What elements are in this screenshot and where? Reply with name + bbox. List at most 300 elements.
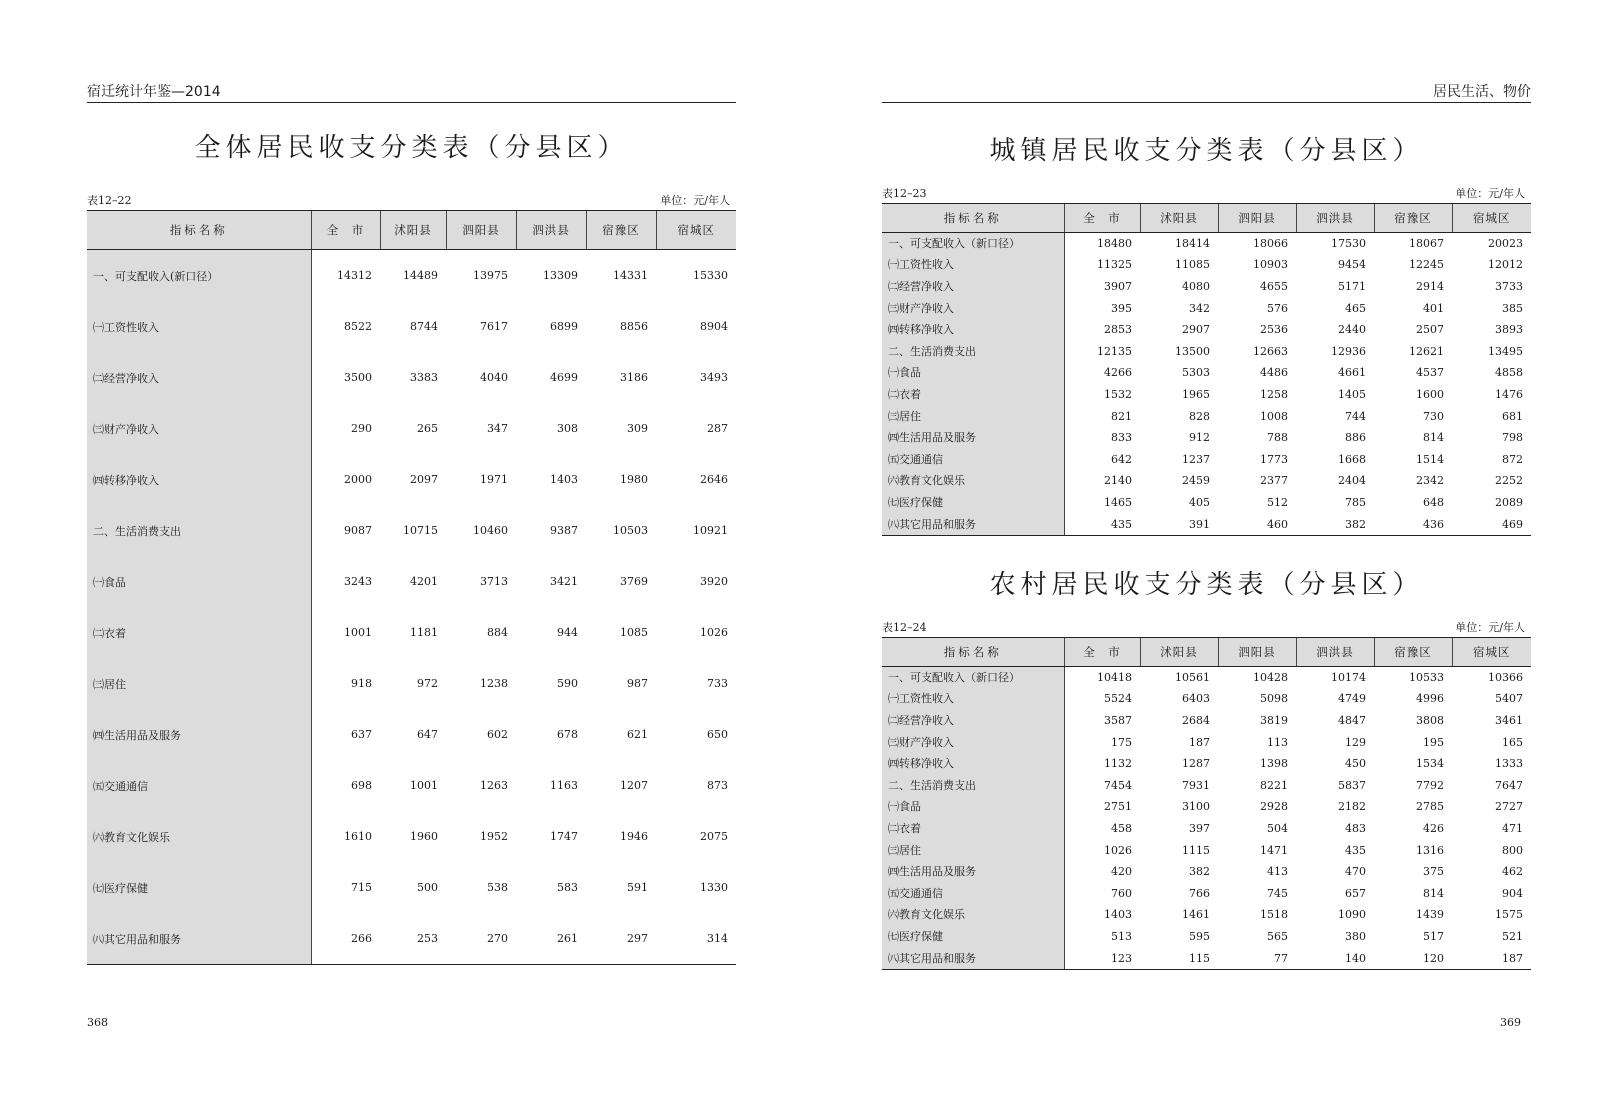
table-cell: 265	[417, 422, 438, 435]
table-cell: 175	[1111, 735, 1132, 749]
table-cell: 10715	[403, 524, 438, 537]
table-cell: 8522	[344, 320, 372, 333]
table-cell: 1971	[480, 473, 508, 486]
table-cell: 1946	[620, 830, 648, 843]
row-label: ㈣转移净收入	[882, 319, 1064, 341]
table-cell: 469	[1452, 514, 1531, 536]
table-row	[882, 797, 1531, 819]
row-label: ㈣生活用品及服务	[882, 861, 1064, 883]
column-header-region: 泗洪县	[1296, 204, 1374, 233]
table-cell: 4847	[1338, 713, 1366, 727]
table-row	[87, 760, 736, 811]
table-cell: 10903	[1253, 258, 1288, 272]
table-cell: 698	[351, 779, 372, 792]
table-cell: 798	[1502, 431, 1523, 445]
row-label: ㈠工资性收入	[87, 301, 311, 352]
table-cell: 785	[1345, 495, 1366, 509]
row-label: ㈥教育文化娱乐	[87, 811, 311, 862]
table-cell: 648	[1423, 495, 1444, 509]
table-cell: 17530	[1331, 236, 1366, 250]
table-cell: 821	[1111, 409, 1132, 423]
table-row	[882, 492, 1531, 514]
table-cell: 681	[1502, 409, 1523, 423]
table-cell: 12936	[1331, 344, 1366, 358]
row-label: ㈦医疗保健	[882, 926, 1064, 948]
table-cell: 382	[1189, 865, 1210, 879]
row-label: 二、生活消费支出	[882, 341, 1064, 363]
table-cell: 1115	[1182, 843, 1210, 857]
table-cell: 465	[1345, 301, 1366, 315]
table-cell: 3920	[700, 575, 728, 588]
table-cell: 13309	[543, 269, 578, 282]
row-label: 一、可支配收入（新口径）	[882, 667, 1064, 689]
income-expenditure-table-urban	[882, 203, 1531, 536]
table-cell: 5837	[1338, 778, 1366, 792]
table-cell: 195	[1423, 735, 1444, 749]
table-cell: 1747	[550, 830, 578, 843]
table-row	[882, 905, 1531, 927]
table-cell: 766	[1189, 886, 1210, 900]
table-cell: 4537	[1416, 366, 1444, 380]
table-cell: 886	[1345, 431, 1366, 445]
table-cell: 347	[487, 422, 508, 435]
row-label: ㈤交通通信	[87, 760, 311, 811]
column-header-region: 宿城区	[1452, 204, 1531, 233]
unit-label: 单位：元/年人	[1455, 621, 1525, 634]
table-cell: 14489	[403, 269, 438, 282]
table-cell: 637	[351, 728, 372, 741]
table-cell: 642	[1111, 452, 1132, 466]
table-cell: 1532	[1104, 387, 1132, 401]
table-row	[87, 607, 736, 658]
table-cell: 1518	[1260, 908, 1288, 922]
table-cell: 458	[1111, 821, 1132, 835]
table-cell: 18480	[1097, 236, 1132, 250]
row-label: ㈠工资性收入	[882, 255, 1064, 277]
row-label: ㈤交通通信	[882, 883, 1064, 905]
table-row	[882, 883, 1531, 905]
row-label: ㈡衣着	[882, 384, 1064, 406]
table-cell: 788	[1267, 431, 1288, 445]
table-cell: 314	[656, 913, 736, 965]
table-cell: 20023	[1488, 236, 1523, 250]
table-number: 表12–24	[882, 621, 927, 634]
table-cell: 12663	[1253, 344, 1288, 358]
table-cell: 3587	[1104, 713, 1132, 727]
column-header-region: 全 市	[311, 211, 380, 250]
table-cell: 6403	[1182, 692, 1210, 706]
column-header-region: 全 市	[1064, 638, 1140, 667]
table-cell: 2342	[1416, 474, 1444, 488]
column-header-region: 泗阳县	[1218, 638, 1296, 667]
table-cell: 3808	[1416, 713, 1444, 727]
table-cell: 9454	[1338, 258, 1366, 272]
table-cell: 2536	[1260, 323, 1288, 337]
table-cell: 5524	[1104, 692, 1132, 706]
urban-table-caption	[882, 187, 1525, 201]
table-cell: 1471	[1260, 843, 1288, 857]
table-cell: 745	[1267, 886, 1288, 900]
table-cell: 1403	[550, 473, 578, 486]
table-cell: 3733	[1495, 279, 1523, 293]
row-label: ㈣转移净收入	[882, 753, 1064, 775]
table-row	[87, 913, 736, 965]
row-label: ㈤交通通信	[882, 449, 1064, 471]
table-cell: 120	[1374, 948, 1452, 970]
table-cell: 1668	[1338, 452, 1366, 466]
table-cell: 1090	[1338, 908, 1366, 922]
table-cell: 504	[1267, 821, 1288, 835]
table-cell: 1600	[1416, 387, 1444, 401]
table-cell: 1008	[1260, 409, 1288, 423]
table-cell: 602	[487, 728, 508, 741]
table-cell: 2140	[1104, 474, 1132, 488]
table-cell: 3493	[700, 371, 728, 384]
table-cell: 5171	[1338, 279, 1366, 293]
table-cell: 3243	[344, 575, 372, 588]
table-row	[882, 384, 1531, 406]
table-row	[87, 352, 736, 403]
table-cell: 261	[516, 913, 586, 965]
table-cell: 308	[557, 422, 578, 435]
table-cell: 3893	[1495, 323, 1523, 337]
table-cell: 12012	[1488, 258, 1523, 272]
table-row	[87, 658, 736, 709]
table-cell: 944	[557, 626, 578, 639]
table-cell: 1238	[480, 677, 508, 690]
table-cell: 10533	[1409, 670, 1444, 684]
table-cell: 18067	[1409, 236, 1444, 250]
table-row	[882, 840, 1531, 862]
table-row	[87, 811, 736, 862]
table-cell: 165	[1502, 735, 1523, 749]
row-label: ㈥教育文化娱乐	[882, 905, 1064, 927]
table-row	[87, 556, 736, 607]
table-cell: 8904	[700, 320, 728, 333]
table-row	[882, 667, 1531, 689]
table-cell: 2853	[1104, 323, 1132, 337]
right-page	[800, 0, 1609, 1099]
column-header-region: 宿豫区	[1374, 204, 1452, 233]
table-cell: 2440	[1338, 323, 1366, 337]
urban-table-title: 城镇居民收支分类表（分县区）	[989, 136, 1424, 166]
table-cell: 800	[1502, 843, 1523, 857]
table-row	[882, 753, 1531, 775]
table-cell: 1575	[1495, 908, 1523, 922]
table-cell: 12621	[1409, 344, 1444, 358]
column-header-region: 沭阳县	[380, 211, 446, 250]
table-cell: 2684	[1182, 713, 1210, 727]
table-cell: 2646	[700, 473, 728, 486]
table-cell: 1439	[1416, 908, 1444, 922]
row-label: ㈢财产净收入	[87, 403, 311, 454]
table-cell: 1398	[1260, 757, 1288, 771]
row-label: ㈣生活用品及服务	[87, 709, 311, 760]
table-cell: 3713	[480, 575, 508, 588]
table-cell: 621	[627, 728, 648, 741]
table-cell: 395	[1111, 301, 1132, 315]
income-expenditure-table-all	[87, 210, 736, 965]
table-cell: 647	[417, 728, 438, 741]
table-cell: 13495	[1488, 344, 1523, 358]
table-cell: 10460	[473, 524, 508, 537]
table-cell: 715	[351, 881, 372, 894]
table-cell: 1316	[1416, 843, 1444, 857]
table-cell: 413	[1267, 865, 1288, 879]
table-cell: 3100	[1182, 800, 1210, 814]
row-label: ㈣转移净收入	[87, 454, 311, 505]
table-cell: 3819	[1260, 713, 1288, 727]
row-label: ㈦医疗保健	[882, 492, 1064, 514]
table-cell: 814	[1423, 431, 1444, 445]
table-row	[87, 709, 736, 760]
table-cell: 2459	[1182, 474, 1210, 488]
table-cell: 1258	[1260, 387, 1288, 401]
row-label: 一、可支配收入（新口径）	[882, 233, 1064, 255]
table-cell: 1405	[1338, 387, 1366, 401]
table-cell: 12135	[1097, 344, 1132, 358]
row-label: ㈢居住	[87, 658, 311, 709]
table-cell: 7617	[480, 320, 508, 333]
table-cell: 3769	[620, 575, 648, 588]
table-cell: 435	[1064, 514, 1140, 536]
table-cell: 1026	[700, 626, 728, 639]
row-label: ㈧其它用品和服务	[882, 948, 1064, 970]
table-cell: 287	[707, 422, 728, 435]
row-label: ㈠工资性收入	[882, 689, 1064, 711]
rural-table-caption	[882, 621, 1525, 635]
table-cell: 4080	[1182, 279, 1210, 293]
table-cell: 385	[1502, 301, 1523, 315]
table-cell: 730	[1423, 409, 1444, 423]
table-cell: 2507	[1416, 323, 1444, 337]
table-cell: 2751	[1104, 800, 1132, 814]
table-cell: 1085	[620, 626, 648, 639]
table-cell: 904	[1502, 886, 1523, 900]
table-cell: 426	[1423, 821, 1444, 835]
column-header-region: 全 市	[1064, 204, 1140, 233]
table-cell: 583	[557, 881, 578, 894]
table-row	[882, 449, 1531, 471]
table-cell: 657	[1345, 886, 1366, 900]
row-label: 二、生活消费支出	[87, 505, 311, 556]
table-cell: 129	[1345, 735, 1366, 749]
table-cell: 391	[1140, 514, 1218, 536]
table-cell: 873	[707, 779, 728, 792]
column-header-region: 宿城区	[656, 211, 736, 250]
page-number: 369	[1500, 1016, 1521, 1029]
table-cell: 595	[1189, 929, 1210, 943]
table-cell: 140	[1296, 948, 1374, 970]
table-cell: 1181	[410, 626, 438, 639]
income-expenditure-table-rural	[882, 637, 1531, 970]
table-cell: 5098	[1260, 692, 1288, 706]
table-cell: 309	[627, 422, 648, 435]
table-cell: 884	[487, 626, 508, 639]
table-row	[882, 861, 1531, 883]
table-cell: 1333	[1495, 757, 1523, 771]
table-cell: 7454	[1104, 778, 1132, 792]
running-head: 居民生活、物价	[882, 82, 1531, 103]
row-label: ㈢财产净收入	[882, 732, 1064, 754]
table-cell: 1610	[344, 830, 372, 843]
table-cell: 1403	[1104, 908, 1132, 922]
row-label: ㈡衣着	[882, 818, 1064, 840]
table-cell: 8856	[620, 320, 648, 333]
table-row	[882, 298, 1531, 320]
table-row	[882, 341, 1531, 363]
table-cell: 1026	[1104, 843, 1132, 857]
table-cell: 460	[1218, 514, 1296, 536]
table-cell: 4201	[410, 575, 438, 588]
table-row	[882, 689, 1531, 711]
table-cell: 18066	[1253, 236, 1288, 250]
table-cell: 1163	[550, 779, 578, 792]
table-cell: 2914	[1416, 279, 1444, 293]
table-row	[882, 732, 1531, 754]
table-cell: 538	[487, 881, 508, 894]
table-cell: 2000	[344, 473, 372, 486]
table-cell: 2727	[1495, 800, 1523, 814]
table-cell: 8221	[1260, 778, 1288, 792]
table-row	[882, 363, 1531, 385]
table-row	[882, 818, 1531, 840]
row-label: ㈢居住	[882, 840, 1064, 862]
row-label: ㈠食品	[882, 797, 1064, 819]
table-cell: 500	[417, 881, 438, 894]
table-cell: 187	[1189, 735, 1210, 749]
table-number: 表12–22	[87, 194, 132, 207]
table-cell: 10561	[1175, 670, 1210, 684]
table-cell: 10921	[693, 524, 728, 537]
table-cell: 1001	[410, 779, 438, 792]
row-label: 一、可支配收入(新口径）	[87, 250, 311, 302]
table-cell: 2182	[1338, 800, 1366, 814]
row-label: ㈡衣着	[87, 607, 311, 658]
table-cell: 2075	[700, 830, 728, 843]
unit-label: 单位：元/年人	[660, 194, 730, 207]
table-row	[87, 454, 736, 505]
table-cell: 5303	[1182, 366, 1210, 380]
table-cell: 123	[1064, 948, 1140, 970]
table-cell: 4749	[1338, 692, 1366, 706]
column-header-region: 泗洪县	[516, 211, 586, 250]
table-title: 全体居民收支分类表（分县区）	[194, 133, 629, 163]
table-cell: 13500	[1175, 344, 1210, 358]
row-label: ㈧其它用品和服务	[87, 913, 311, 965]
table-number: 表12–23	[882, 187, 927, 200]
column-header-region: 沭阳县	[1140, 638, 1218, 667]
table-cell: 972	[417, 677, 438, 690]
column-header-indicator: 指标名称	[87, 211, 311, 250]
table-row	[882, 233, 1531, 255]
row-label: ㈢财产净收入	[882, 298, 1064, 320]
table-cell: 471	[1502, 821, 1523, 835]
column-header-region: 泗阳县	[446, 211, 516, 250]
table-cell: 10174	[1331, 670, 1366, 684]
table-cell: 450	[1345, 757, 1366, 771]
table-cell: 1263	[480, 779, 508, 792]
table-cell: 1514	[1416, 452, 1444, 466]
table-cell: 14312	[337, 269, 372, 282]
row-label: ㈡经营净收入	[882, 710, 1064, 732]
table-cell: 436	[1374, 514, 1452, 536]
table-cell: 6899	[550, 320, 578, 333]
table-cell: 565	[1267, 929, 1288, 943]
table-cell: 397	[1189, 821, 1210, 835]
table-cell: 4996	[1416, 692, 1444, 706]
column-header-indicator: 指标名称	[882, 204, 1064, 233]
table-cell: 1476	[1495, 387, 1523, 401]
table-cell: 1965	[1182, 387, 1210, 401]
table-cell: 4661	[1338, 366, 1366, 380]
table-cell: 2404	[1338, 474, 1366, 488]
table-cell: 918	[351, 677, 372, 690]
table-cell: 1001	[344, 626, 372, 639]
table-cell: 11085	[1175, 258, 1210, 272]
table-cell: 3421	[550, 575, 578, 588]
table-cell: 678	[557, 728, 578, 741]
row-label: ㈡经营净收入	[882, 276, 1064, 298]
table-cell: 435	[1345, 843, 1366, 857]
table-cell: 115	[1140, 948, 1218, 970]
table-cell: 113	[1267, 735, 1288, 749]
table-row	[882, 948, 1531, 970]
column-header-indicator: 指标名称	[882, 638, 1064, 667]
table-row	[87, 250, 736, 302]
table-cell: 382	[1296, 514, 1374, 536]
table-cell: 650	[707, 728, 728, 741]
table-cell: 1773	[1260, 452, 1288, 466]
table-cell: 4266	[1104, 366, 1132, 380]
table-cell: 4699	[550, 371, 578, 384]
table-cell: 10418	[1097, 670, 1132, 684]
table-cell: 11325	[1097, 258, 1132, 272]
table-cell: 576	[1267, 301, 1288, 315]
table-cell: 270	[446, 913, 516, 965]
table-cell: 290	[351, 422, 372, 435]
table-cell: 1132	[1104, 757, 1132, 771]
table-row	[87, 505, 736, 556]
row-label: ㈠食品	[882, 363, 1064, 385]
table-cell: 77	[1218, 948, 1296, 970]
page-number: 368	[87, 1016, 108, 1029]
table-cell: 3461	[1495, 713, 1523, 727]
table-cell: 297	[586, 913, 656, 965]
table-cell: 14331	[613, 269, 648, 282]
table-cell: 2252	[1495, 474, 1523, 488]
unit-label: 单位：元/年人	[1455, 187, 1525, 200]
table-cell: 187	[1452, 948, 1531, 970]
table-cell: 590	[557, 677, 578, 690]
table-cell: 828	[1189, 409, 1210, 423]
row-label: 二、生活消费支出	[882, 775, 1064, 797]
table-cell: 462	[1502, 865, 1523, 879]
column-header-region: 宿豫区	[586, 211, 656, 250]
table-row	[882, 276, 1531, 298]
row-label: ㈡经营净收入	[87, 352, 311, 403]
table-cell: 512	[1267, 495, 1288, 509]
table-row	[882, 406, 1531, 428]
table-caption	[87, 194, 730, 208]
table-cell: 15330	[693, 269, 728, 282]
row-label: ㈣生活用品及服务	[882, 427, 1064, 449]
table-cell: 420	[1111, 865, 1132, 879]
table-row	[882, 319, 1531, 341]
table-cell: 872	[1502, 452, 1523, 466]
table-cell: 1952	[480, 830, 508, 843]
table-cell: 10428	[1253, 670, 1288, 684]
